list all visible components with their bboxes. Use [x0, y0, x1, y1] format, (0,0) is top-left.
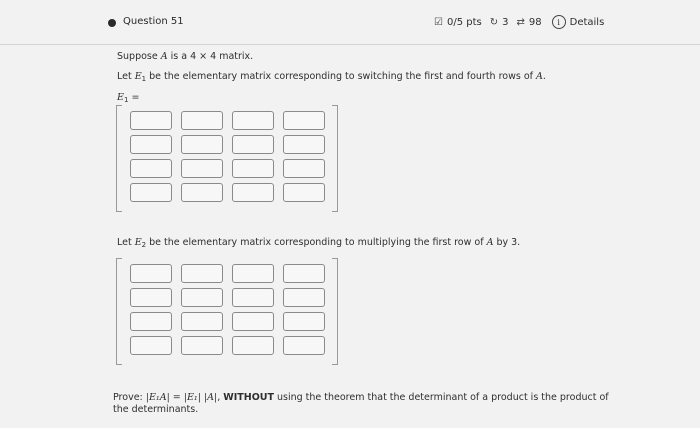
matrix-e1-cell-2-3[interactable]: [232, 135, 274, 154]
matrix-e2-cell-1-4[interactable]: [283, 264, 325, 283]
matrix-left-bracket: [116, 258, 122, 365]
matrix-right-bracket: [332, 105, 338, 212]
matrix-e1-cell-4-2[interactable]: [181, 183, 223, 202]
matrix-e2-cell-2-2[interactable]: [181, 288, 223, 307]
e1-description: Let $E_1$ be the elementary matrix corresponding to switching the first and fourth rows of A.: [117, 71, 546, 83]
e1-label: $E_1$ =: [117, 92, 140, 104]
matrix-e2-cell-1-3[interactable]: [232, 264, 274, 283]
attempts-value: 3: [502, 16, 509, 28]
matrix-e1-cell-1-3[interactable]: [232, 111, 274, 130]
sync-icon: ⇄: [516, 16, 525, 28]
matrix-e2-cell-4-3[interactable]: [232, 336, 274, 355]
e2-description: Let $E_2$ be the elementary matrix corresponding to multiplying the first row of A by 3.: [117, 237, 521, 249]
matrix-e2-cell-3-2[interactable]: [181, 312, 223, 331]
matrix-e1-cell-4-1[interactable]: [130, 183, 172, 202]
matrix-e2-cell-4-1[interactable]: [130, 336, 172, 355]
matrix-e1-cell-4-4[interactable]: [283, 183, 325, 202]
matrix-e2-cell-4-2[interactable]: [181, 336, 223, 355]
matrix-e1-cell-1-1[interactable]: [130, 111, 172, 130]
matrix-left-bracket: [116, 105, 122, 212]
points-value: 0/5 pts: [446, 16, 482, 28]
info-icon[interactable]: i: [552, 15, 566, 29]
matrix-e2-cell-2-4[interactable]: [283, 288, 325, 307]
matrix-e2-cell-3-3[interactable]: [232, 312, 274, 331]
matrix-e1-cell-3-1[interactable]: [130, 159, 172, 178]
checkbox-pencil-icon: ☑: [434, 16, 443, 28]
question-meta: [434, 15, 604, 29]
matrix-e2-cell-3-4[interactable]: [283, 312, 325, 331]
matrix-e2-cell-1-1[interactable]: [130, 264, 172, 283]
question-title: Question 51: [123, 16, 184, 27]
question-bullet-icon: [108, 19, 116, 27]
matrix-right-bracket: [332, 258, 338, 365]
matrix-e1-cell-2-2[interactable]: [181, 135, 223, 154]
matrix-e2-grid: [130, 264, 325, 355]
matrix-e1-grid: [130, 111, 325, 202]
matrix-e1: [116, 105, 338, 212]
matrix-e2-cell-3-1[interactable]: [130, 312, 172, 331]
matrix-e1-cell-1-4[interactable]: [283, 111, 325, 130]
matrix-e1-cell-2-4[interactable]: [283, 135, 325, 154]
matrix-e1-cell-3-2[interactable]: [181, 159, 223, 178]
matrix-e1-cell-4-3[interactable]: [232, 183, 274, 202]
matrix-e2-cell-2-3[interactable]: [232, 288, 274, 307]
matrix-e2: [116, 258, 338, 365]
matrix-e2-cell-1-2[interactable]: [181, 264, 223, 283]
prove-statement: Prove: |E₁A| = |E₁| |A|, WITHOUT using the theorem that the determinant of a product is the product of the determinants.: [113, 392, 609, 415]
matrix-e2-cell-2-1[interactable]: [130, 288, 172, 307]
tries-value: 98: [528, 16, 542, 28]
matrix-e2-cell-4-4[interactable]: [283, 336, 325, 355]
question-header: [0, 0, 700, 45]
matrix-e1-cell-3-4[interactable]: [283, 159, 325, 178]
matrix-e1-cell-3-3[interactable]: [232, 159, 274, 178]
details-link[interactable]: Details: [569, 16, 605, 28]
matrix-e1-cell-1-2[interactable]: [181, 111, 223, 130]
matrix-e1-cell-2-1[interactable]: [130, 135, 172, 154]
intro-text: Suppose A is a 4 × 4 matrix.: [117, 51, 254, 62]
redo-icon: ↻: [489, 16, 499, 28]
